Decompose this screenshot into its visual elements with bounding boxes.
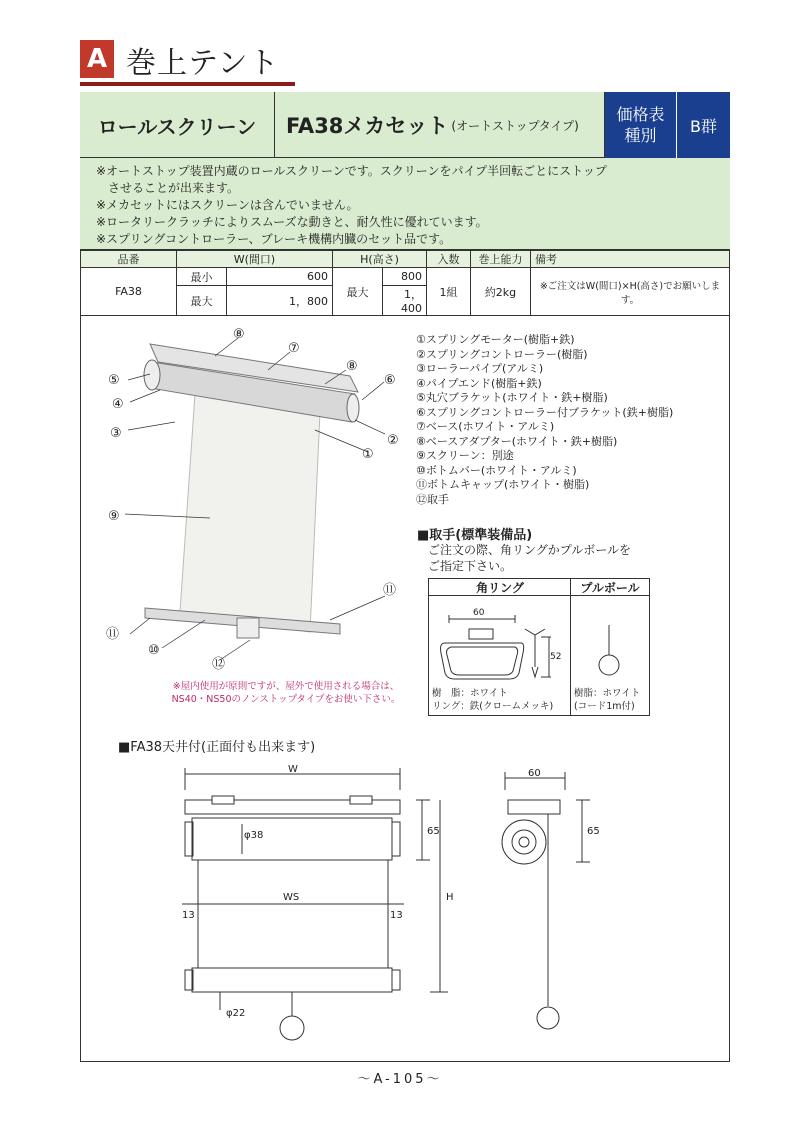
page-number: ～A-105～: [357, 1072, 443, 1087]
model-subtitle: (オートストップタイプ): [451, 118, 579, 133]
ring-material-line: リング：鉄(クロームメッキ): [432, 700, 554, 712]
ring-material-line: 樹 脂：ホワイト: [432, 688, 508, 699]
section-rule: [80, 82, 295, 86]
handle-col-ring: 角リング: [428, 578, 571, 596]
w-max: 1，800: [227, 286, 333, 316]
spec-table: [80, 250, 730, 316]
spec-header-row: [81, 251, 730, 268]
part-no-cell: FA38: [81, 268, 177, 316]
warning-line: NS40・NS50のノンストップタイプをお使い下さい。: [171, 694, 401, 705]
hdr-remarks: 備考: [531, 251, 730, 268]
product-name: ロールスクリーン: [80, 92, 275, 158]
dim-65: 65: [427, 826, 440, 837]
handle-col-ball: プルボール: [570, 578, 650, 596]
notes-block: [80, 158, 730, 250]
ring-dim-52: 52: [550, 652, 562, 662]
product-illustration: [100, 322, 410, 677]
min-label: 最小: [177, 268, 227, 286]
warning-line: ※屋内使用が原則ですが、屋外で使用される場合は、: [172, 681, 400, 692]
hdr-h: H(高さ): [333, 251, 427, 268]
note-line: ※ロータリークラッチによりスムーズな動きと、耐久性に優れています。: [96, 215, 488, 229]
drawing-title: ■FA38天井付(正面付も出来ます): [118, 740, 316, 755]
callout-1: ①: [362, 447, 374, 462]
spec-row-min: [81, 268, 730, 286]
callout-7: ⑦: [288, 341, 300, 356]
dim-13-right: 13: [390, 910, 403, 921]
h-max-label: 最大: [333, 268, 383, 316]
dim-ws: WS: [283, 892, 300, 903]
capacity-cell: 約2kg: [471, 268, 531, 316]
price-category-label: [604, 92, 676, 158]
price-label-line2: 種別: [624, 126, 657, 145]
ball-material-line: 樹脂：ホワイト: [574, 688, 641, 699]
parts-item: ⑦ベース(ホワイト・アルミ): [416, 420, 555, 433]
callout-9: ⑨: [108, 509, 120, 524]
callout-11a: ⑪: [383, 583, 397, 598]
hdr-w: W(間口): [177, 251, 333, 268]
ball-material-line: (コード1m付): [574, 700, 635, 712]
callout-2: ②: [387, 433, 399, 448]
ring-material: [432, 688, 553, 713]
ring-dim-60: 60: [473, 608, 485, 618]
callout-8b: ⑧: [346, 359, 358, 374]
max-label: 最大: [177, 286, 227, 316]
hdr-capacity: 巻上能力: [471, 251, 531, 268]
parts-item: ①スプリングモーター(樹脂+鉄): [416, 333, 575, 346]
parts-item: ⑤丸穴ブラケット(ホワイト・鉄+樹脂): [416, 391, 608, 404]
technical-drawing: [150, 760, 610, 1060]
price-group-badge: B群: [676, 92, 730, 158]
section-title: 巻上テント: [126, 46, 280, 81]
side-dim-60: 60: [528, 768, 541, 779]
h-min: 800: [383, 268, 427, 286]
callout-5: ⑤: [108, 373, 120, 388]
dim-phi22: φ22: [226, 1008, 246, 1019]
dim-phi38: φ38: [244, 830, 264, 841]
callout-3: ③: [110, 426, 122, 441]
callout-8a: ⑧: [233, 327, 245, 342]
dim-h: H: [446, 892, 454, 903]
handle-drawings: [429, 597, 649, 687]
handle-text-line: ご注文の際、角リングかプルボールを: [428, 543, 632, 557]
controller-bracket: [347, 394, 359, 422]
parts-item: ⑫取手: [416, 492, 449, 506]
note-line: ※メカセットにはスクリーンは含んでいません。: [96, 198, 359, 212]
parts-item: ⑪ボトムキャップ(ホワイト・樹脂): [416, 478, 590, 491]
w-min: 600: [227, 268, 333, 286]
parts-item: ⑨スクリーン：別途: [416, 449, 514, 462]
side-dim-65: 65: [587, 826, 600, 837]
qty-cell: 1組: [427, 268, 471, 316]
model-title: FA38メカセット: [286, 114, 449, 138]
hdr-qty: 入数: [427, 251, 471, 268]
callout-4: ④: [112, 397, 124, 412]
parts-item: ②スプリングコントローラー(樹脂): [416, 347, 588, 361]
dim-w: W: [288, 764, 298, 775]
parts-list: [416, 333, 673, 507]
remarks-cell: ※ご注文はW(間口)×H(高さ)でお願いします。: [531, 268, 730, 316]
handle-text: [428, 542, 631, 574]
note-line: ※オートストップ装置内蔵のロールスクリーンです。スクリーンをパイプ半回転ごとにストップ: [96, 164, 607, 178]
handle-text-line: ご指定下さい。: [428, 559, 513, 573]
outdoor-warning: [146, 680, 426, 706]
callout-11b: ⑪: [106, 627, 120, 642]
callout-6: ⑥: [384, 373, 396, 388]
ball-material: [574, 688, 640, 713]
note-line: ※スプリングコントローラー、ブレーキ機構内臓のセット品です。: [96, 232, 452, 246]
model-name: [276, 92, 604, 158]
section-letter: A: [80, 40, 114, 78]
screen-shape: [180, 394, 320, 632]
note-line: させることが出来ます。: [96, 181, 240, 195]
price-label-line1: 価格表: [616, 105, 665, 124]
parts-item: ⑩ボトムバー(ホワイト・アルミ): [416, 463, 577, 477]
callout-10: ⑩: [148, 643, 160, 658]
h-max: 1，400: [383, 286, 427, 316]
parts-item: ⑧ベースアダプター(ホワイト・鉄+樹脂): [416, 434, 618, 448]
parts-item: ③ローラーパイプ(アルミ): [416, 362, 544, 375]
handle-heading: ■取手(標準装備品): [417, 528, 533, 543]
hdr-part-no: 品番: [81, 251, 177, 268]
handle-pull: [237, 618, 259, 638]
callout-12: ⑫: [212, 657, 226, 672]
parts-item: ⑥スプリングコントローラー付ブラケット(鉄+樹脂): [416, 405, 674, 419]
dim-13-left: 13: [182, 910, 195, 921]
parts-item: ④パイプエンド(樹脂+鉄): [416, 376, 542, 390]
